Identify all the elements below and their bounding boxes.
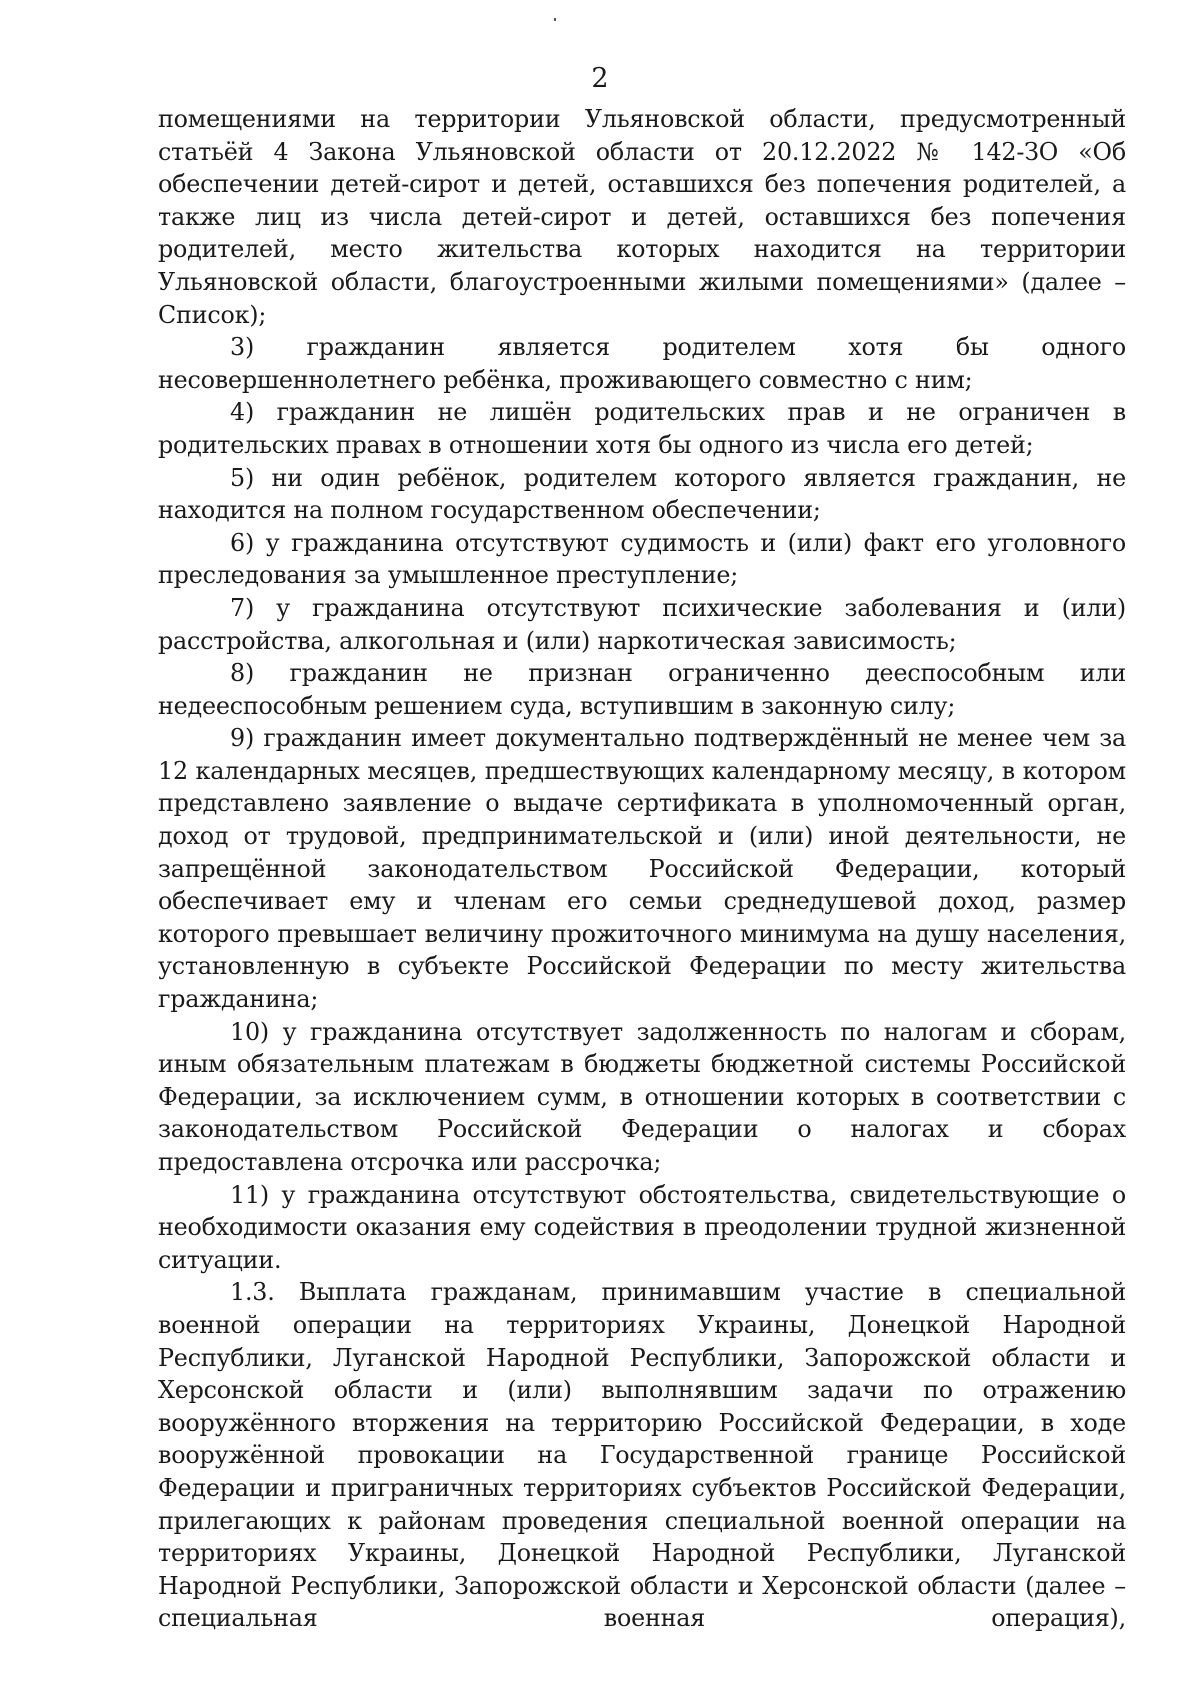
paragraph-item-6: 6) у гражданина отсутствуют судимость и (или) факт его уголовного преследования за умышленное преступление; — [158, 528, 1126, 590]
paragraph-section-1-3: 1.3. Выплата гражданам, принимавшим участие в специальной военной операции на территориях Украины, Донецкой Народной Республики, Луганской Народной Республики, Запорожской области и Херсонской области и (или) выполнявшим задачи по отражению вооружённого вторжения на территорию Российской Федерации, в ходе вооружённой провокации на Государственной границе Российской Федерации и приграничных территориях субъектов Российской Федерации, прилегающих к районам проведения специальной военной операции на территориях Украины, Донецкой Народной Республики, Луганской Народной Республики, Запорожской области и Херсонской области (далее – специальная военная операция), — [158, 1278, 1126, 1633]
paragraph-item-10: 10) у гражданина отсутствует задолженность по налогам и сборам, иным обязательным платежам в бюджеты бюджетной системы Российской Федерации, за исключением сумм, в отношении которых в соответствии с законодательством Российской Федерации о налогах и сборах предоставлена отсрочка или рассрочка; — [158, 1017, 1126, 1176]
paragraph-item-5: 5) ни один ребёнок, родителем которого является гражданин, не находится на полном государственном обеспечении; — [158, 463, 1126, 525]
paragraph-item-7: 7) у гражданина отсутствуют психические заболевания и (или) расстройства, алкогольная и (или) наркотическая зависимость; — [158, 593, 1126, 655]
paragraph-item-4: 4) гражданин не лишён родительских прав и не ограничен в родительских правах в отношении хотя бы одного из числа его детей; — [158, 398, 1126, 459]
paragraph-item-9: 9) гражданин имеет документально подтверждённый не менее чем за 12 календарных месяцев, предшествующих календарному месяцу, в котором представлено заявление о выдаче сертификата в уполномоченный орган, доход от трудовой, предпринимательской и (или) иной деятельности, не запрещённой законодательством Российской Федерации, который обеспечивает ему и членам его семьи среднедушевой доход, размер которого превышает величину прожиточного минимума на душу населения, установленную в субъекте Российской Федерации по месту жительства гражданина; — [158, 724, 1126, 1014]
page-number: 2 — [591, 63, 609, 94]
paragraph-item-8: 8) гражданин не признан ограниченно дееспособным или недееспособным решением суда, вступившим в законную силу; — [158, 659, 1126, 720]
paragraph-item-3: 3) гражданин является родителем хотя бы одного несовершеннолетнего ребёнка, проживающего совместно с ним; — [158, 333, 1126, 394]
paragraph-list-continuation: помещениями на территории Ульяновской области, предусмотренный статьёй 4 Закона Ульяновской области от 20.12.2022 № 142-ЗО «Об обеспечении детей-сирот и детей, оставшихся без попечения родителей, а также лиц из числа детей-сирот и детей, оставшихся без попечения родителей, место жительства которых находится на территории Ульяновской области, благоустроенными жилыми помещениями» (далее – Список); — [158, 105, 1126, 329]
document-body — [158, 103, 1126, 1635]
paragraph-item-11: 11) у гражданина отсутствуют обстоятельства, свидетельствующие о необходимости оказания ему содействия в преодолении трудной жизненной ситуации. — [158, 1180, 1126, 1274]
scan-artifact — [554, 18, 556, 21]
